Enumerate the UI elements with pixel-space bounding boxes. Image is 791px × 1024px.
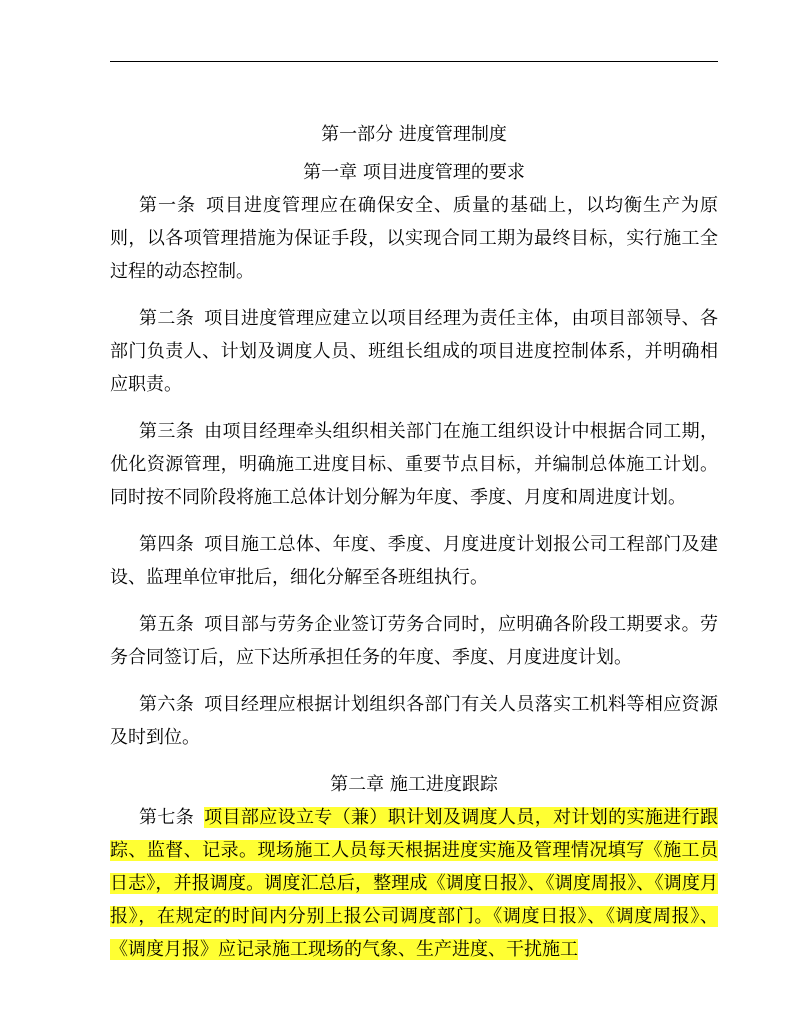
document-body	[110, 118, 718, 966]
article-text: 项目施工总体、年度、季度、月度进度计划报公司工程部门及建设、监理单位审批后，细化分解至各班组执行。	[110, 534, 719, 588]
part-title: 第一部分 进度管理制度	[321, 124, 507, 145]
chapter-title: 第一章 项目进度管理的要求	[303, 162, 525, 183]
article-paragraph	[110, 302, 718, 401]
article-paragraph	[110, 189, 718, 288]
article-paragraph	[110, 801, 718, 966]
article-paragraph	[110, 688, 718, 754]
article-paragraph	[110, 415, 718, 514]
article-number: 第六条	[139, 694, 195, 715]
article-text: 项目部与劳务企业签订劳务合同时，应明确各阶段工期要求。劳务合同签订后，应下达所承担任务的年度、季度、月度进度计划。	[110, 614, 719, 668]
article-text: 由项目经理牵头组织相关部门在施工组织设计中根据合同工期，优化资源管理，明确施工进度目标、重要节点目标，并编制总体施工计划。同时按不同阶段将施工总体计划分解为年度、季度、月度和周进度计划。	[110, 421, 719, 508]
article-text: 项目经理应根据计划组织各部门有关人员落实工机料等相应资源及时到位。	[110, 694, 719, 748]
header-rule	[110, 61, 718, 62]
article-number: 第二条	[139, 308, 195, 329]
article-paragraph	[110, 528, 718, 594]
chapter-title: 第二章 施工进度跟踪	[330, 774, 498, 795]
article-text: 项目进度管理应建立以项目经理为责任主体，由项目部领导、各部门负责人、计划及调度人员、班组长组成的项目进度控制体系，并明确相应职责。	[110, 308, 719, 395]
highlighted-text: 项目部应设立专（兼）职计划及调度人员，对计划的实施进行跟踪、监督、记录。现场施工人员每天根据进度实施及管理情况填写《施工员日志》，并报调度。调度汇总后，整理成《调度日报》、《调度周报》、《调度月报》，在规定的时间内分别上报公司调度部门。《调度日报》、《调度周报》、《调度月报》应记录施工现场的气象、生产进度、干扰施工	[110, 807, 719, 960]
article-number: 第一条	[139, 195, 196, 216]
article-number: 第五条	[139, 614, 195, 635]
article-text: 项目进度管理应在确保安全、质量的基础上，以均衡生产为原则，以各项管理措施为保证手段，以实现合同工期为最终目标，实行施工全过程的动态控制。	[110, 195, 718, 282]
article-number: 第四条	[139, 534, 195, 555]
article-number: 第七条	[139, 807, 195, 828]
article-number: 第三条	[139, 421, 195, 442]
article-paragraph	[110, 608, 718, 674]
